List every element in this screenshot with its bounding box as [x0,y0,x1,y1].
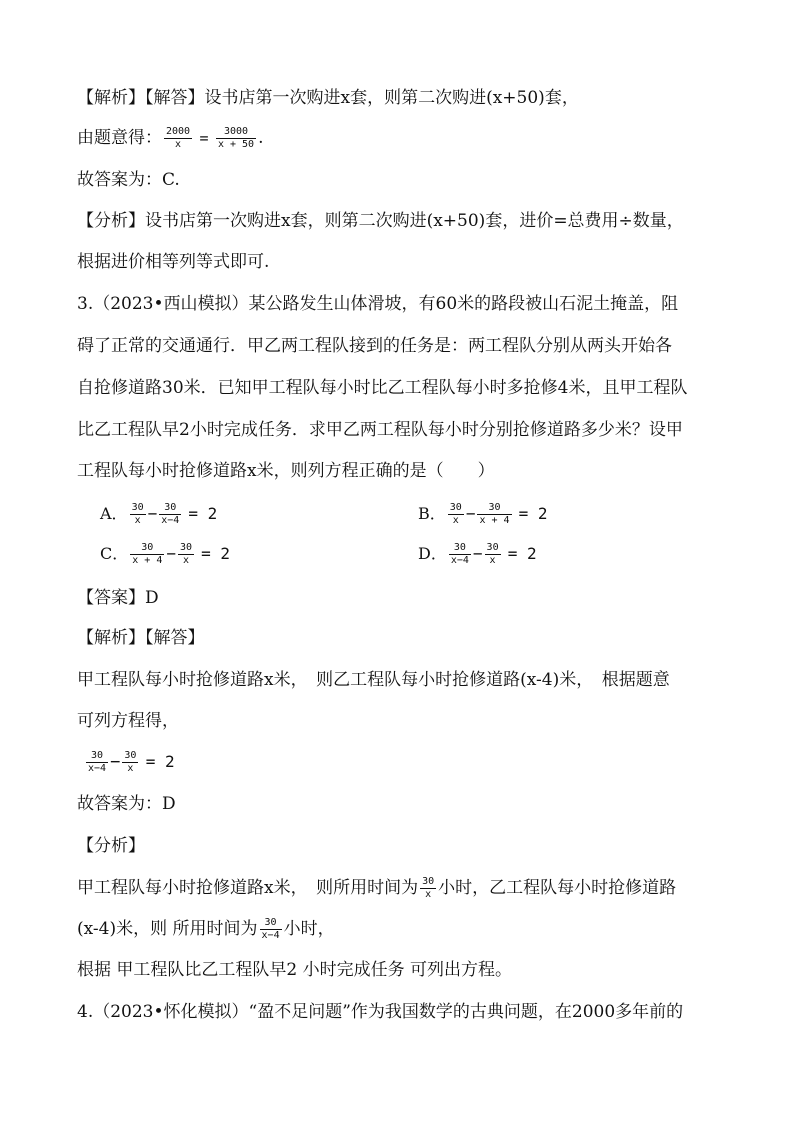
fraction-denominator: x + 4 [132,555,163,566]
q3-stem-line-1: 3.（2023•西山模拟）某公路发生山体滑坡，有60米的路段被山石泥土掩盖，阻 [77,294,679,314]
q3-fenxi-tag: 【分析】 [77,836,145,856]
fraction-numerator: 30 [486,542,499,553]
option-fraction-1 [449,542,471,567]
option-label: B． [418,504,446,523]
option-fraction-2 [485,542,501,567]
fraction-numerator: 30 [260,917,282,930]
fraction-denominator: x−4 [261,930,280,941]
fraction-denominator: x−4 [161,515,180,526]
minus-sign: − [166,544,176,563]
minus-sign: − [465,504,476,523]
option-fraction-2 [178,542,194,567]
q4-stem-line-1: 4.（2023•怀化模拟）“盈不足问题”作为我国数学的古典问题，在2000多年前的 [77,1002,684,1022]
fraction-denominator: x + 4 [479,515,510,526]
fraction-denominator: x [183,555,190,566]
q2-fenxi-line-1: 【分析】设书店第一次购进x套，则第二次购进(x+50)套，进价=总费用÷数量， [77,211,684,231]
fraction-denominator: x [175,139,182,150]
fraction-numerator: 30 [180,542,193,553]
fraction-denominator: x−4 [88,763,107,774]
fraction-numerator: 2000 [166,126,191,137]
fraction-denominator: x [134,515,141,526]
fraction-numerator: 30 [159,502,181,515]
fraction-numerator: 30 [124,750,137,761]
q3-analysis-line-2: 可列方程得， [77,711,179,731]
option-b[interactable] [418,502,548,527]
fraction-numerator: 30 [422,876,435,887]
text-segment: (x-4)米，则 所用时间为 [77,919,258,939]
q2-fraction-2 [216,126,256,151]
option-rhs: = 2 [507,544,537,563]
minus-sign: − [110,752,121,772]
fraction-numerator: 3000 [216,126,256,139]
option-fraction-1 [448,502,464,527]
option-label: C． [100,544,129,563]
option-rhs: = 2 [518,504,548,523]
q2-analysis-line: 【解析】【解答】设书店第一次购进x套，则第二次购进(x+50)套， [77,88,579,108]
q3-fenxi-line-2 [77,917,335,942]
option-a[interactable] [100,502,217,527]
q3-equation [84,750,175,775]
option-label: A． [100,504,128,523]
q2-answer-line: 故答案为：C. [77,170,180,190]
q3-stem-line-5: 工程队每小时抢修道路x米，则列方程正确的是（ ） [77,461,495,481]
text-segment: 小时，乙工程队每小时抢修道路 [438,878,677,898]
text-segment: 小时， [283,919,335,939]
fraction-numerator: 30 [449,542,471,555]
fraction-denominator: x + 50 [217,139,255,150]
option-d[interactable] [418,542,537,567]
option-c[interactable] [100,542,230,567]
minus-sign: − [147,504,158,523]
fraction-denominator: x [425,889,432,900]
fraction-numerator: 30 [449,502,462,513]
fraction-denominator: x [489,555,496,566]
q3-answer-tag: 【答案】D [77,588,159,608]
option-fraction-2 [159,502,181,527]
fraction-numerator: 30 [130,542,164,555]
fenxi-fraction-1 [420,876,436,901]
eq-fraction-1 [86,750,108,775]
q2-fraction-1 [164,126,192,151]
fenxi-fraction-2 [260,917,282,942]
option-rhs: = 2 [188,504,218,523]
q3-stem-line-3: 自抢修道路30米．已知甲工程队每小时比乙工程队每小时多抢修4米，且甲工程队 [77,378,688,398]
q3-fenxi-line-3: 根据 甲工程队比乙工程队早2 小时完成任务 可列出方程。 [77,960,513,980]
option-fraction-1 [130,502,146,527]
q3-answer-line: 故答案为：D [77,794,176,814]
fraction-denominator: x [127,763,134,774]
fraction-numerator: 30 [131,502,144,513]
fraction-denominator: x [452,515,459,526]
option-rhs: = 2 [201,544,231,563]
text-segment: 甲工程队每小时抢修道路x米， 则所用时间为 [77,878,419,898]
eq-fraction-2 [122,750,138,775]
option-label: D． [418,544,447,563]
fraction-numerator: 30 [477,502,511,515]
q2-fenxi-line-2: 根据进价相等列等式即可. [77,252,270,272]
q2-eq-prefix: 由题意得： [77,128,162,148]
q2-equation-line [77,126,263,151]
eq-rhs: = 2 [145,752,175,771]
equals-sign: = [199,129,209,147]
q3-fenxi-line-1 [77,876,676,901]
q3-analysis-tag: 【解析】【解答】 [77,628,205,648]
fraction-denominator: x−4 [450,555,469,566]
period: . [258,128,264,148]
q3-analysis-line-1: 甲工程队每小时抢修道路x米， 则乙工程队每小时抢修道路(x-4)米， 根据题意 [77,670,670,690]
q3-stem-line-4: 比乙工程队早2小时完成任务．求甲乙两工程队每小时分别抢修道路多少米？设甲 [77,420,683,440]
option-fraction-1 [130,542,164,567]
minus-sign: − [472,544,483,563]
q3-stem-line-2: 碍了正常的交通通行．甲乙两工程队接到的任务是：两工程队分别从两头开始各 [77,336,672,356]
option-fraction-2 [477,502,511,527]
fraction-numerator: 30 [86,750,108,763]
